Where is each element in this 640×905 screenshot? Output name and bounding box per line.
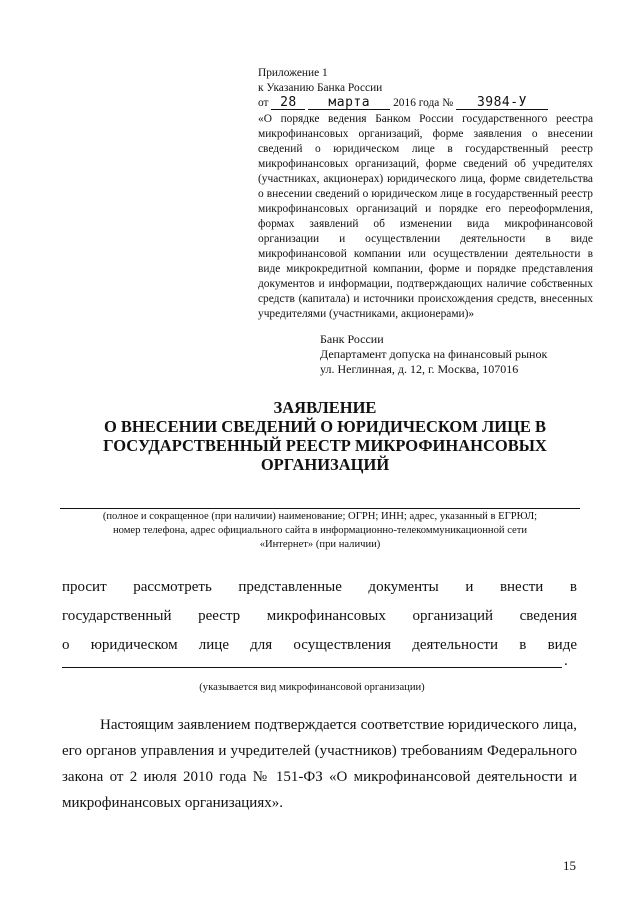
field-end-period: . (564, 653, 568, 669)
entity-field-caption (80, 510, 560, 552)
title-line-4: ОРГАНИЗАЦИЙ (260, 455, 390, 474)
date-month: марта (308, 96, 390, 110)
title-line-2: О ВНЕСЕНИИ СВЕДЕНИЙ О ЮРИДИЧЕСКОМ ЛИЦЕ В (103, 417, 547, 436)
entity-caption-line-2: номер телефона, адрес официального сайта в информационно-телекоммуникационной сети (112, 525, 528, 536)
organization-type-field[interactable] (62, 667, 562, 668)
addressee-address: ул. Неглинная, д. 12, г. Москва, 107016 (320, 362, 519, 376)
title-line-3: ГОСУДАРСТВЕННЫЙ РЕЕСТР МИКРОФИНАНСОВЫХ (103, 436, 547, 455)
request-paragraph (62, 573, 577, 660)
entity-caption-line-1: (полное и сокращенное (при наличии) наименование; ОГРН; ИНН; адрес, указанный в ЕГРЮЛ; (102, 511, 538, 522)
appendix-header (258, 66, 593, 322)
addressee-block (320, 332, 600, 377)
order-number: 3984-У (456, 96, 548, 110)
appendix-label: Приложение 1 (258, 67, 328, 79)
page-number: 15 (563, 858, 576, 873)
request-line-1: просит рассмотреть представленные документы и внести в (62, 579, 577, 595)
request-line-3: о юридическом лице для осуществления деятельности в виде (62, 637, 577, 653)
date-year: 2016 года № (393, 97, 454, 109)
title-line-1: ЗАЯВЛЕНИЕ (273, 398, 377, 417)
entity-caption-line-3: «Интернет» (при наличии) (259, 539, 381, 550)
document-title (60, 398, 590, 474)
appendix-reference: к Указанию Банка России (258, 82, 383, 94)
appendix-date-line (258, 96, 593, 111)
confirmation-text: Настоящим заявлением подтверждается соответствие юридического лица, его органов управления и учредителей (участников) требованиям Федерального закона от 2 июля 2010 года № 151-ФЗ «О микрофинансовой деятельности и микрофинансовых организациях». (62, 717, 577, 811)
addressee-department: Департамент допуска на финансовый рынок (320, 347, 548, 361)
confirmation-paragraph (62, 712, 577, 816)
appendix-description: «О порядке ведения Банком России государственного реестра микрофинансовых организаций, форме заявления о внесении сведений о юридическом лице в государственный реестр микрофинансовых организаций, форме сведений об учредителях (участниках, акционерах) юридического лица, форме свидетельства о внесении сведений о юридическом лице в государственный реестр микрофинансовых организаций и порядке его переоформления, формах заявлений об изменении вида микрофинансовой организации и осуществлении деятельности в виде микрофинансовой компании или осуществлении деятельности в виде микрокредитной компании, форме и порядке представления документов и информации, подтверждающих наличие собственных средств (капитала) и источники происхождения средств, внесенных учредителями (участниками, акционерами)» (258, 113, 593, 320)
date-day: 28 (271, 96, 305, 110)
organization-type-caption: (указывается вид микрофинансовой организации) (199, 682, 425, 693)
addressee-bank: Банк России (320, 332, 384, 346)
date-prefix: от (258, 97, 269, 109)
request-line-2: государственный реестр микрофинансовых организаций сведения (62, 608, 577, 624)
entity-name-field[interactable] (60, 508, 580, 509)
